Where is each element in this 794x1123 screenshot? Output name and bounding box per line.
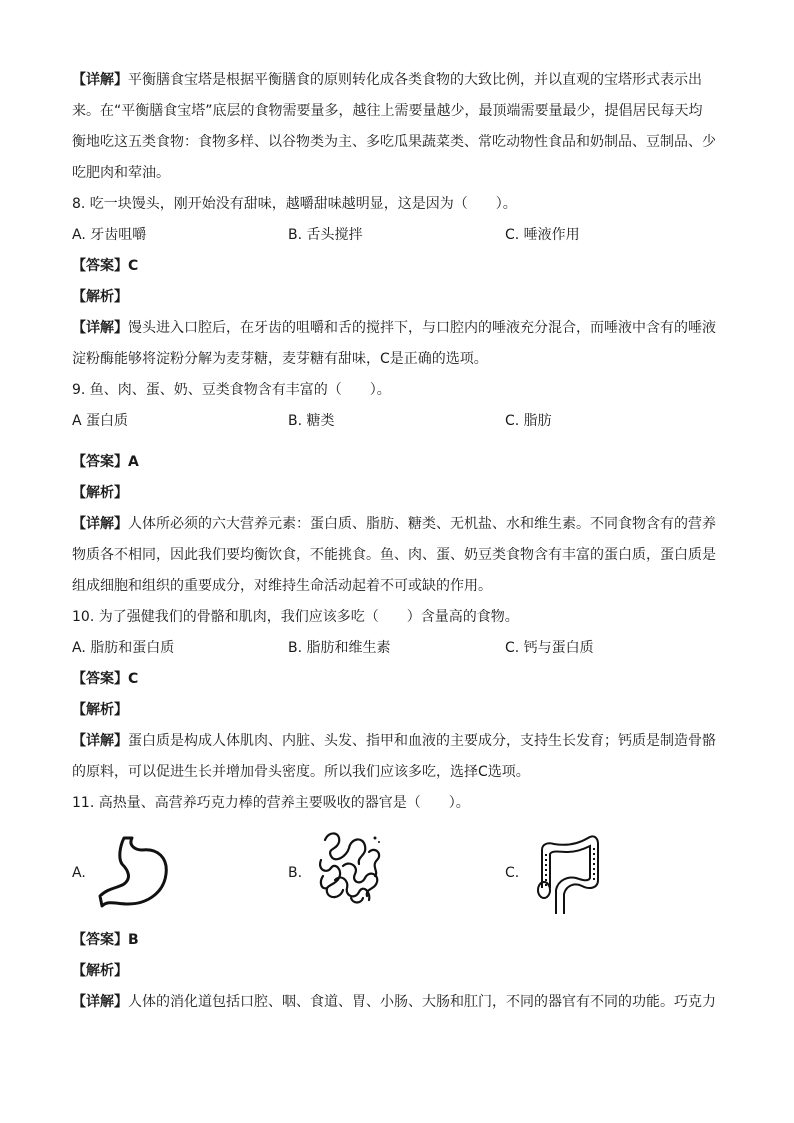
- q9-option-b: B. 糖类: [288, 413, 335, 429]
- q10-option-b: B. 脂肪和维生素: [288, 640, 391, 656]
- q8-analysis: 【解析】: [72, 289, 128, 305]
- q10-option-a: A. 脂肪和蛋白质: [72, 640, 175, 656]
- q8-option-b: B. 舌头搅拌: [288, 227, 363, 243]
- q9-answer: 【答案】A: [72, 454, 139, 470]
- q9-detail-line-1: [72, 515, 722, 533]
- q11-stem: 11. 高热量、高营养巧克力棒的营养主要吸收的器官是（ ）。: [72, 795, 470, 811]
- detail-tag: 【详解】: [72, 994, 128, 1010]
- q9-option-c: C. 脂肪: [505, 413, 552, 429]
- q10-detail-line-1: [72, 732, 722, 750]
- detail-tag: 【详解】: [72, 72, 128, 88]
- q11-detail-text-1: 人体的消化道包括口腔、咽、食道、胃、小肠、大肠和肛门，不同的器官有不同的功能。巧克力: [128, 994, 716, 1010]
- q8-detail-line-2: 淀粉酶能够将淀粉分解为麦芽糖，麦芽糖有甜味，C是正确的选项。: [72, 351, 488, 367]
- q10-answer: 【答案】C: [72, 671, 139, 687]
- q11-analysis: 【解析】: [72, 963, 128, 979]
- q10-detail-text-1: 蛋白质是构成人体肌肉、内脏、头发、指甲和血液的主要成分，支持生长发育；钙质是制造骨骼: [128, 733, 716, 749]
- p1-line-2: 来。在“平衡膳食宝塔”底层的食物需要量多，越往上需要量越少，最顶端需要量最少，提倡居民每天均: [72, 103, 703, 119]
- q8-detail-line-1: [72, 319, 722, 337]
- p1-line-1: [72, 71, 722, 89]
- q9-detail-text-1: 人体所必须的六大营养元素：蛋白质、脂肪、糖类、无机盐、水和维生素。不同食物含有的营养: [128, 516, 716, 532]
- q10-detail-line-2: 的原料，可以促进生长并增加骨头密度。所以我们应该多吃，选择C选项。: [72, 764, 530, 780]
- q11-answer: 【答案】B: [72, 932, 139, 948]
- q9-detail-line-3: 组成细胞和组织的重要成分，对维持生命活动起着不可或缺的作用。: [72, 578, 492, 594]
- q9-stem: 9. 鱼、肉、蛋、奶、豆类食物含有丰富的（ ）。: [72, 382, 391, 398]
- detail-tag: 【详解】: [72, 516, 128, 532]
- q11-option-a-label: A.: [72, 865, 86, 881]
- q8-stem: 8. 吃一块馒头，刚开始没有甜味，越嚼甜味越明显，这是因为（ ）。: [72, 196, 517, 212]
- p1-text-1: 平衡膳食宝塔是根据平衡膳食的原则转化成各类食物的大致比例，并以直观的宝塔形式表示出: [128, 72, 702, 88]
- q10-analysis: 【解析】: [72, 702, 128, 718]
- q8-option-c: C. 唾液作用: [505, 227, 580, 243]
- q9-analysis: 【解析】: [72, 485, 128, 501]
- q8-option-a: A. 牙齿咀嚼: [72, 227, 147, 243]
- detail-tag: 【详解】: [72, 320, 128, 336]
- small-intestine-image: [313, 826, 385, 906]
- q10-option-c: C. 钙与蛋白质: [505, 640, 594, 656]
- stomach-image: [98, 834, 172, 910]
- large-intestine-image: [532, 828, 604, 916]
- p1-line-4: 吃肥肉和荤油。: [72, 165, 170, 181]
- p1-line-3: 衡地吃这五类食物：食物多样、以谷物类为主、多吃瓜果蔬菜类、常吃动物性食品和奶制品、豆制品、少: [72, 134, 716, 150]
- detail-tag: 【详解】: [72, 733, 128, 749]
- q8-answer: 【答案】C: [72, 258, 139, 274]
- q11-option-b-label: B.: [288, 865, 303, 881]
- q11-detail-line-1: [72, 993, 722, 1011]
- q11-option-c-label: C.: [505, 865, 520, 881]
- q10-stem: 10. 为了强健我们的骨骼和肌肉，我们应该多吃（ ）含量高的食物。: [72, 609, 519, 625]
- q9-detail-line-2: 物质各不相同，因此我们要均衡饮食，不能挑食。鱼、肉、蛋、奶豆类食物含有丰富的蛋白质，蛋白质是: [72, 547, 716, 563]
- q8-detail-text-1: 馒头进入口腔后，在牙齿的咀嚼和舌的搅拌下，与口腔内的唾液充分混合，而唾液中含有的唾液: [128, 320, 716, 336]
- q9-option-a: A 蛋白质: [72, 413, 129, 429]
